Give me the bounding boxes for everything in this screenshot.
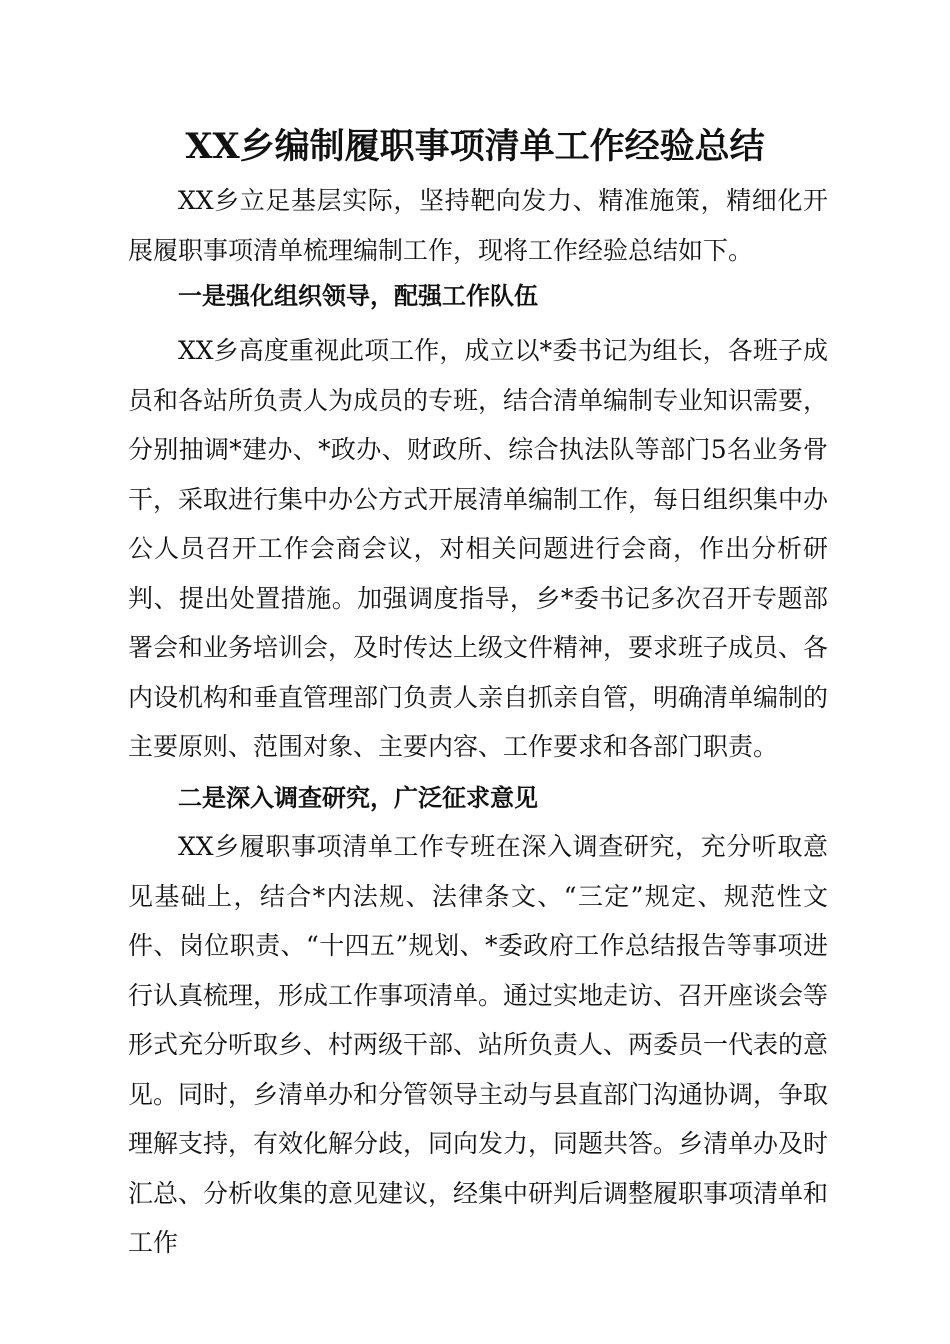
- section-heading-2: 二是深入调查研究，广泛征求意见: [178, 784, 538, 812]
- document-title: XX乡编制履职事项清单工作经验总结: [185, 126, 765, 167]
- section-paragraph-2: XX乡履职事项清单工作专班在深入调查研究，充分听取意见基础上，结合*内法规、法律条文、“三定”规定、规范性文件、岗位职责、“十四五”规划、*委政府工作总结报告等事项进行认真梳理，形成工作事项清单。通过实地走访、召开座谈会等形式充分听取乡、村两级干部、站所负责人、两委员一代表的意见。同时，乡清单办和分管领导主动与县直部门沟通协调，争取理解支持，有效化解分歧，同向发力，同题共答。乡清单办及时汇总、分析收集的意见建议，经集中研判后调整履职事项清单和工作: [128, 832, 829, 1257]
- section-paragraph-1: XX乡高度重视此项工作，成立以*委书记为组长，各班子成员和各站所负责人为成员的专班，结合清单编制专业知识需要，分别抽调*建办、*政办、财政所、综合执法队等部门5名业务骨干，采取进行集中办公方式开展清单编制工作，每日组织集中办公人员召开工作会商会议，对相关问题进行会商，作出分析研判、提出处置措施。加强调度指导，乡*委书记多次召开专题部署会和业务培训会，及时传达上级文件精神，要求班子成员、各内设机构和垂直管理部门负责人亲自抓亲自管，明确清单编制的主要原则、范围对象、主要内容、工作要求和各部门职责。: [128, 336, 829, 761]
- section-heading-1: 一是强化组织领导，配强工作队伍: [178, 282, 538, 310]
- intro-paragraph: XX乡立足基层实际，坚持靶向发力、精准施策，精细化开展履职事项清单梳理编制工作，现将工作经验总结如下。: [128, 186, 828, 265]
